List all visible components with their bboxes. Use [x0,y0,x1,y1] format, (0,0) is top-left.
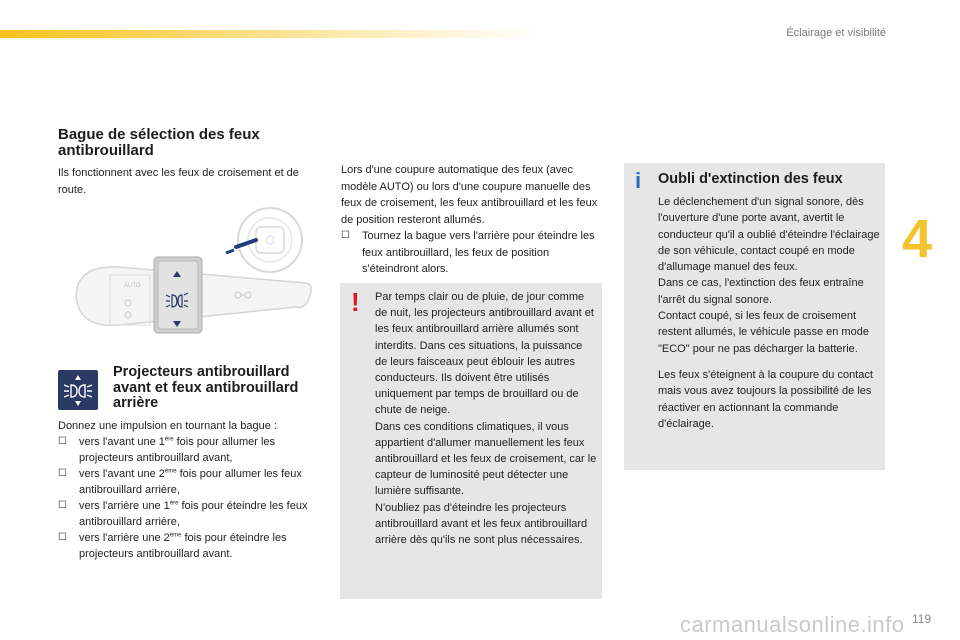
fog-lamps-intro: Donnez une impulsion en tournant la bague : [58,420,277,432]
bullet-icon: ☐ [58,468,67,479]
bullet-icon: ☐ [341,230,350,241]
warning-icon: ! [351,287,360,317]
info-icon: i [634,168,642,193]
top-accent-bar [0,30,540,38]
list-item: ☐ vers l'arrière une 1ère fois pour éteindre les feux antibrouillard arrière, [58,500,308,528]
auto-cutoff-paragraph: Lors d'une coupure automatique des feux (avec modèle AUTO) ou lors d'une coupure manuelle des feux de croisement, les feux antibrouillard et les feux de position resteront allumés. [341,164,598,226]
bullet-icon: ☐ [58,532,67,543]
auto-label: AUTO [124,283,141,289]
steering-wheel-icon [238,208,302,272]
list-item: ☐ vers l'arrière une 2ème fois pour éteindre les projecteurs antibrouillard avant. [58,532,287,560]
list-item: ☐ vers l'avant une 1ère fois pour allumer les projecteurs antibrouillard avant, [58,436,276,464]
auto-cutoff-text [341,162,603,278]
intro-text: Ils fonctionnent avec les feux de croisement et de route. [58,167,299,196]
fog-lamps-instructions [58,418,322,562]
chapter-number: 4 [902,209,933,269]
fog-lamps-heading-block [58,365,322,415]
fog-lamps-title: Projecteurs antibrouillard avant et feux antibrouillard arrière [113,364,299,411]
bullet-icon: ☐ [58,500,67,511]
fog-lamp-symbol-icon [58,370,98,410]
page-number: 119 [912,612,932,626]
section-header: Éclairage et visibilité [786,27,886,39]
list-item: ☐ Tournez la bague vers l'arrière pour éteindre les feux antibrouillard, les feux de position s'éteindront alors. [341,230,595,275]
fog-lamps-bullet-list [58,434,322,562]
watermark: carmanualsonline.info [680,612,905,637]
warning-box [340,283,602,599]
light-stalk-illustration [58,205,322,355]
info-box [624,163,885,470]
info-title: Oubli d'extinction des feux [658,171,843,187]
info-text: Le déclenchement d'un signal sonore, dès l'ouverture d'une porte avant, avertit le conducteur qu'il a oublié d'éteindre l'éclairage de son véhicule, contact coupé en mode d'allumage manuel des feux. Dans ce cas, l'extinction des feux entraîne l'arrêt du signal sonore. Contact coupé, si les feux de croisement restent allumés, le véhicule passe en mode "ECO" pour ne pas décharger la batterie. Les feux s'éteignent à la coupure du contact mais vous avez toujours la possibilité de les réactiver en actionnant la commande d'éclairage. [658,196,880,430]
warning-text: Par temps clair ou de pluie, de jour comme de nuit, les projecteurs antibrouillard avant et les feux antibrouillard arrière allumés sont interdits. Dans ces situations, la puissance de leurs faisceaux peut éblouir les autres conducteurs. Ils doivent être utilisés uniquement par temps de brouillard ou de chute de neige. Dans ces conditions climatiques, il vous appartient d'allumer manuellement les feux antibrouillard et les feux de croisement, car le capteur de luminosité peut détecter une lumière suffisante. N'oubliez pas d'éteindre les projecteurs antibrouillard avant et les feux antibrouillard arrière dès qu'ils ne sont plus nécessaires. [375,291,597,547]
list-item: ☐ vers l'avant une 2ème fois pour allumer les feux antibrouillard arrière, [58,468,302,496]
bullet-icon: ☐ [58,436,67,447]
section-title: Bague de sélection des feux antibrouillard [58,126,260,159]
